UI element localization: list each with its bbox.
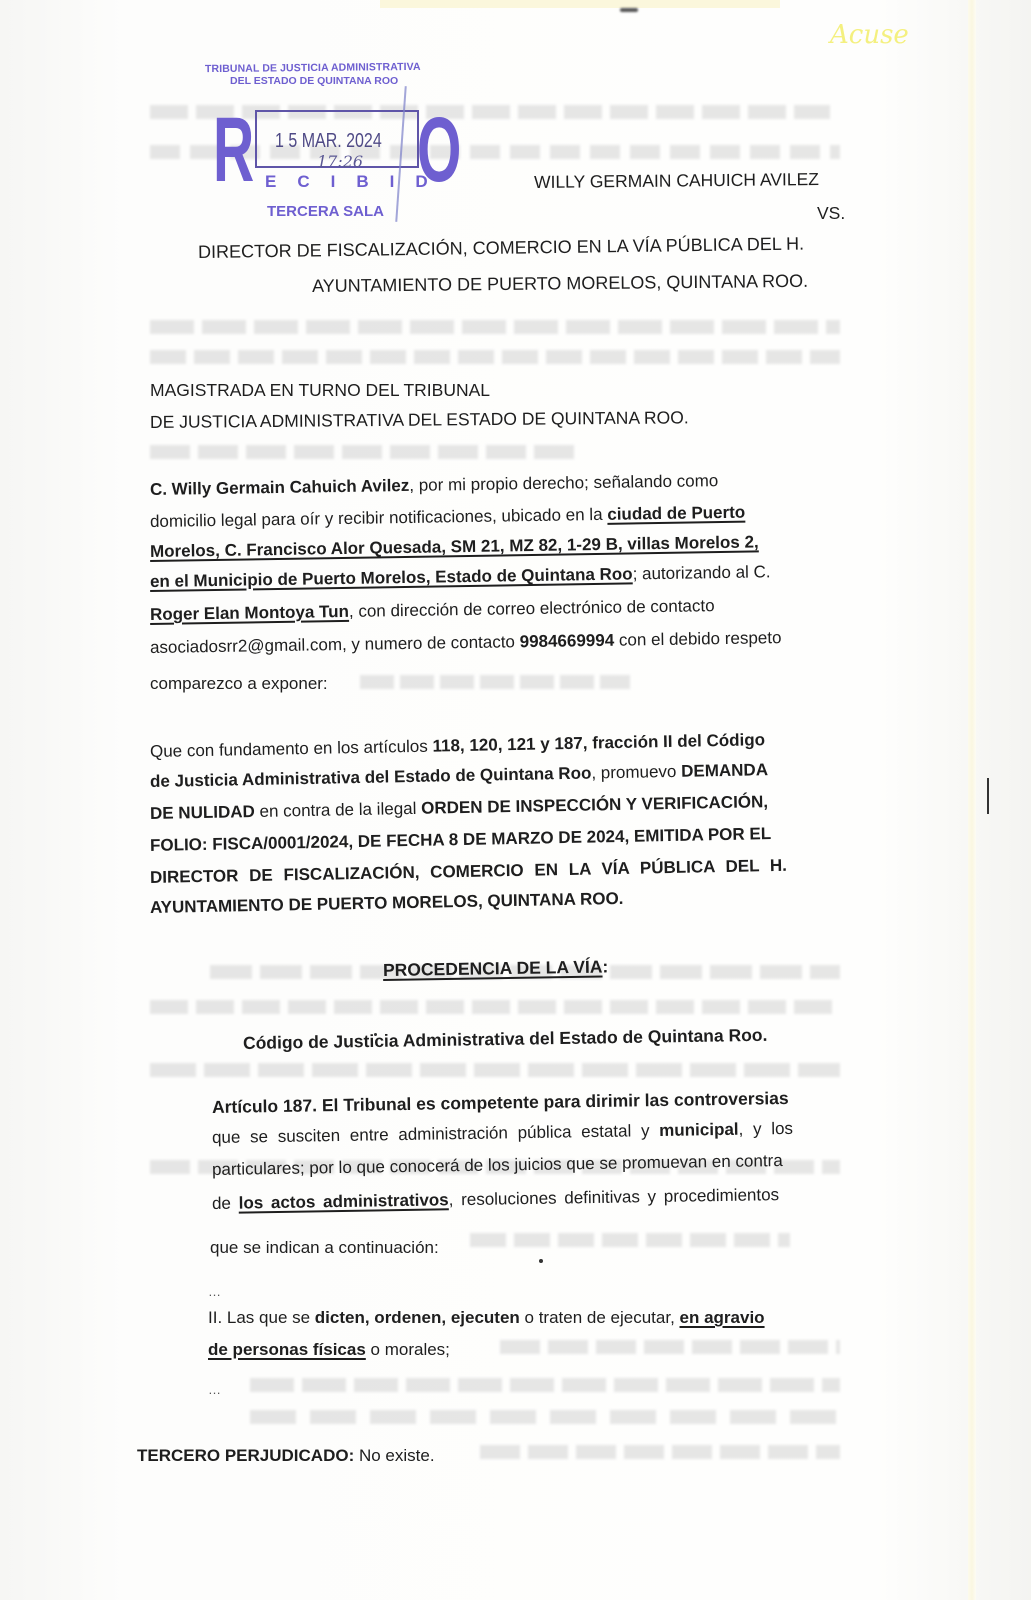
demand-text: en contra de la ilegal bbox=[254, 798, 422, 821]
code-title: Código de Justicia Administrativa del Estado de Quintana Roo. bbox=[242, 1024, 768, 1053]
article-text: que se susciten entre administración pública estatal y bbox=[211, 1120, 660, 1147]
bleed-through bbox=[480, 1445, 840, 1459]
article-fraction-ii bbox=[208, 1308, 765, 1328]
intro-address: Morelos, C. Francisco Alor Quesada, SM 21, MZ 82, 1-29 B, villas Morelos 2, bbox=[149, 532, 759, 561]
demand-issuer-1: DIRECTOR DE FISCALIZACIÓN, COMERCIO EN LA VÍA PÚBLICA DEL H. bbox=[149, 855, 788, 887]
caption-vs: VS. bbox=[817, 203, 846, 223]
demand-folio: FOLIO: FISCA/0001/2024, DE FECHA 8 DE MARZO DE 2024, EMITIDA POR EL bbox=[149, 824, 772, 855]
demand-text: Que con fundamento en los artículos bbox=[149, 736, 433, 761]
demand-line-2 bbox=[150, 760, 768, 792]
article-text: , resoluciones definitivas y procedimientos bbox=[448, 1185, 780, 1210]
stamp-header-line-1: TRIBUNAL DE JUSTICIA ADMINISTRATIVA bbox=[204, 60, 421, 76]
article-text: . Las que se bbox=[217, 1308, 315, 1327]
bleed-through bbox=[150, 1000, 840, 1014]
heading-colon: : bbox=[602, 956, 609, 977]
article-line-2 bbox=[212, 1119, 793, 1148]
article-text: de bbox=[211, 1193, 239, 1213]
article-keyword: en agravio bbox=[679, 1308, 765, 1327]
handwritten-note: Acuse bbox=[830, 20, 909, 50]
intro-text: con el debido respeto bbox=[614, 628, 782, 650]
demand-text: , promuevo bbox=[591, 761, 682, 783]
article-text: , y los bbox=[738, 1118, 794, 1139]
ellipsis: … bbox=[208, 1284, 221, 1299]
article-text: o morales; bbox=[365, 1340, 450, 1359]
contact-email: asociadosrr2@gmail.com, y numero de contacto bbox=[149, 632, 520, 657]
addressee-line-1: MAGISTRADA EN TURNO DEL TRIBUNAL bbox=[150, 380, 491, 400]
intro-line-5 bbox=[150, 596, 715, 625]
fraction-number: II bbox=[208, 1308, 218, 1327]
staple-mark bbox=[620, 8, 638, 12]
procedencia-heading: PROCEDENCIA DE LA VÍA bbox=[382, 956, 603, 980]
addressee-line-2: DE JUSTICIA ADMINISTRATIVA DEL ESTADO DE QUINTANA ROO. bbox=[149, 407, 689, 432]
top-edge-band bbox=[380, 0, 780, 8]
third-party-value: No existe. bbox=[354, 1446, 435, 1465]
plaintiff-name: C. Willy Germain Cahuich Avilez bbox=[149, 475, 410, 499]
bleed-through bbox=[360, 675, 630, 689]
intro-text: , con dirección de correo electrónico de contacto bbox=[348, 596, 715, 621]
stamp-date: 1 5 MAR. 2024 bbox=[275, 130, 382, 152]
bleed-through bbox=[250, 1410, 840, 1424]
intro-line-6 bbox=[150, 628, 782, 658]
bleed-through bbox=[150, 350, 840, 364]
caption-demandado-line-1: DIRECTOR DE FISCALIZACIÓN, COMERCIO EN LA VÍA PÚBLICA DEL H. bbox=[197, 233, 805, 262]
demand-line-3 bbox=[150, 792, 768, 824]
bleed-through bbox=[470, 1233, 790, 1247]
stamp-sala: TERCERA SALA bbox=[267, 203, 384, 220]
act-challenged: ORDEN DE INSPECCIÓN Y VERIFICACIÓN, bbox=[420, 792, 769, 818]
demand-line-1 bbox=[150, 730, 765, 762]
address-municipality: en el Municipio de Puerto Morelos, Estado de Quintana Roo bbox=[149, 564, 633, 591]
stamp-header-line-2: DEL ESTADO DE QUINTANA ROO bbox=[230, 75, 399, 87]
demand-keyword: DEMANDA bbox=[680, 760, 769, 781]
bleed-through bbox=[150, 445, 580, 459]
stamp-letter-o: O bbox=[417, 99, 462, 201]
caption-actor: WILLY GERMAIN CAHUICH AVILEZ bbox=[533, 169, 820, 192]
articles-cited: 118, 120, 121 y 187, fracción II del Código bbox=[432, 730, 766, 756]
received-stamp bbox=[205, 58, 475, 223]
page-edge-shadow bbox=[968, 0, 976, 1600]
article-line-7 bbox=[208, 1340, 450, 1360]
article-keyword: dicten, ordenen, ejecuten bbox=[314, 1308, 520, 1327]
article-text: o traten de ejecutar, bbox=[519, 1308, 680, 1327]
stamp-time-handwritten: 17:26 bbox=[317, 152, 364, 171]
article-keyword: de personas físicas bbox=[208, 1340, 366, 1359]
contact-phone: 9984669994 bbox=[519, 630, 615, 652]
section-heading bbox=[383, 956, 609, 980]
address-city: ciudad de Puerto bbox=[607, 502, 746, 524]
article-keyword: los actos administrativos bbox=[238, 1190, 449, 1213]
bleed-through bbox=[150, 1063, 840, 1077]
demand-keyword: DE NULIDAD bbox=[149, 801, 255, 823]
intro-line-1 bbox=[150, 469, 838, 500]
intro-text: , por mi propio derecho; señalando como bbox=[409, 471, 719, 495]
caption-demandado-line-2: AYUNTAMIENTO DE PUERTO MORELOS, QUINTANA ROO. bbox=[311, 270, 809, 296]
article-heading: Artículo 187. El Tribunal es competente para dirimir las controversias bbox=[211, 1087, 789, 1117]
intro-line-4 bbox=[150, 562, 771, 592]
intro-text: ; autorizando al C. bbox=[632, 562, 771, 584]
intro-text: domicilio legal para oír y recibir notificaciones, ubicado en la bbox=[149, 504, 608, 531]
code-name: de Justicia Administrativa del Estado de Quintana Roo bbox=[149, 763, 592, 791]
bleed-through bbox=[150, 320, 840, 334]
authorized-person: Roger Elan Montoya Tun bbox=[149, 601, 350, 624]
stamp-letters: ECIBID bbox=[265, 172, 449, 191]
stamp-letter-r: R bbox=[213, 99, 255, 201]
third-party-line bbox=[137, 1446, 435, 1466]
speck bbox=[539, 1259, 543, 1263]
intro-line-7: comparezco a exponer: bbox=[150, 674, 328, 693]
edge-mark bbox=[987, 778, 989, 814]
article-line-4 bbox=[212, 1185, 779, 1214]
ellipsis: … bbox=[208, 1382, 221, 1397]
demand-issuer-2: AYUNTAMIENTO DE PUERTO MORELOS, QUINTANA ROO. bbox=[149, 888, 624, 917]
article-line-3: particulares; por lo que conocerá de los juicios que se promuevan en contra bbox=[211, 1151, 783, 1179]
intro-line-2 bbox=[150, 503, 746, 532]
article-keyword: municipal bbox=[659, 1119, 739, 1140]
article-line-5: que se indican a continuación: bbox=[210, 1238, 439, 1257]
bleed-through bbox=[500, 1340, 840, 1354]
third-party-label: TERCERO PERJUDICADO: bbox=[137, 1446, 355, 1465]
bleed-through bbox=[250, 1378, 840, 1392]
